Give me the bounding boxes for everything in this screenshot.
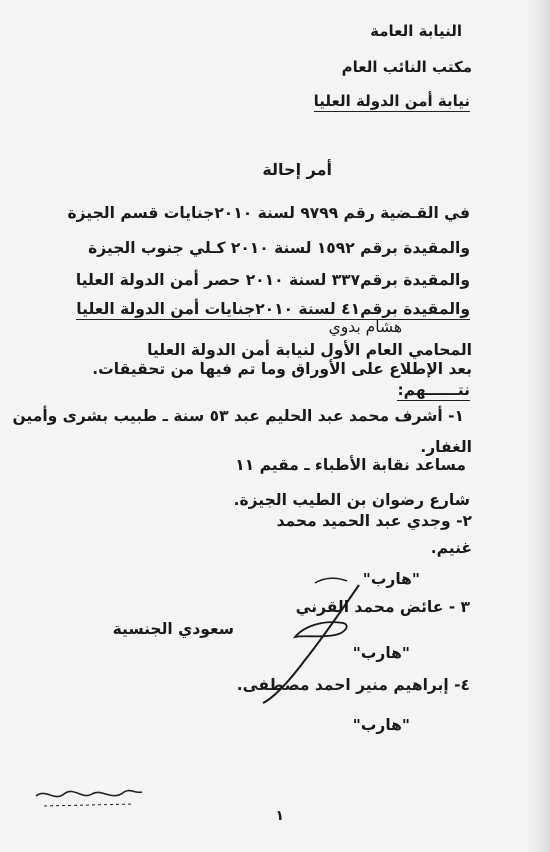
accused-2-line-1: ٢- وجدي عبد الحميد محمد — [276, 512, 472, 530]
case-line-2: والمقيدة برقم ١٥٩٢ لسنة ٢٠١٠ كـلي جنوب الجيزة — [88, 239, 470, 257]
accused-3-line-1: ٣ - عائض محمد القرني — [295, 598, 470, 616]
initials-mark — [34, 784, 144, 814]
accused-3-status: "هارب" — [352, 644, 410, 662]
case-line-4: والمقيدة برقم٤١ لسنة ٢٠١٠جنايات أمن الدولة العليا — [76, 300, 470, 318]
accused-4-line-1: ٤- إبراهيم منير احمد مصطفى. — [236, 676, 470, 694]
accused-2-status: "هارب" — [362, 570, 420, 588]
signature-mark — [255, 565, 375, 705]
order-title: أمر إحالة — [262, 160, 332, 179]
accused-1-line-1: ١- أشرف محمد عبد الحليم عبد ٥٣ سنة ـ طبيب بشرى وأمين — [12, 407, 464, 425]
scan-edge — [525, 0, 550, 852]
review-line: بعد الإطلاع على الأوراق وما تم فيها من تحقيقات. — [92, 360, 472, 378]
header-line-3: نيابة أمن الدولة العليا — [313, 92, 470, 110]
accused-4-status: "هارب" — [352, 716, 410, 734]
accused-1-line-3: مساعد نقابة الأطباء ـ مقيم ١١ — [235, 456, 466, 474]
accused-2-line-2: غنيم. — [430, 539, 472, 557]
accused-1-line-4: شارع رضوان بن الطيب الجيزة. — [233, 491, 470, 509]
accused-3-nationality: سعودي الجنسية — [112, 620, 234, 638]
case-line-1: في القـضية رقم ٩٧٩٩ لسنة ٢٠١٠جنايات قسم الجيزة — [67, 204, 470, 222]
accused-1-line-2: الغفار. — [420, 438, 472, 456]
header-line-2: مكتب النائب العام — [341, 58, 472, 76]
header-line-1: النيابة العامة — [370, 22, 462, 40]
signer-name: هشام بدوي — [328, 318, 402, 336]
signer-title: المحامي العام الأول لنيابة أمن الدولة العليا — [147, 341, 472, 359]
case-line-3: والمقيدة برقم٣٣٧ لسنة ٢٠١٠ حصر أمن الدولة العليا — [75, 271, 470, 289]
page-number: ١ — [275, 808, 284, 824]
accuse-label: نتــــــهم: — [397, 381, 470, 399]
